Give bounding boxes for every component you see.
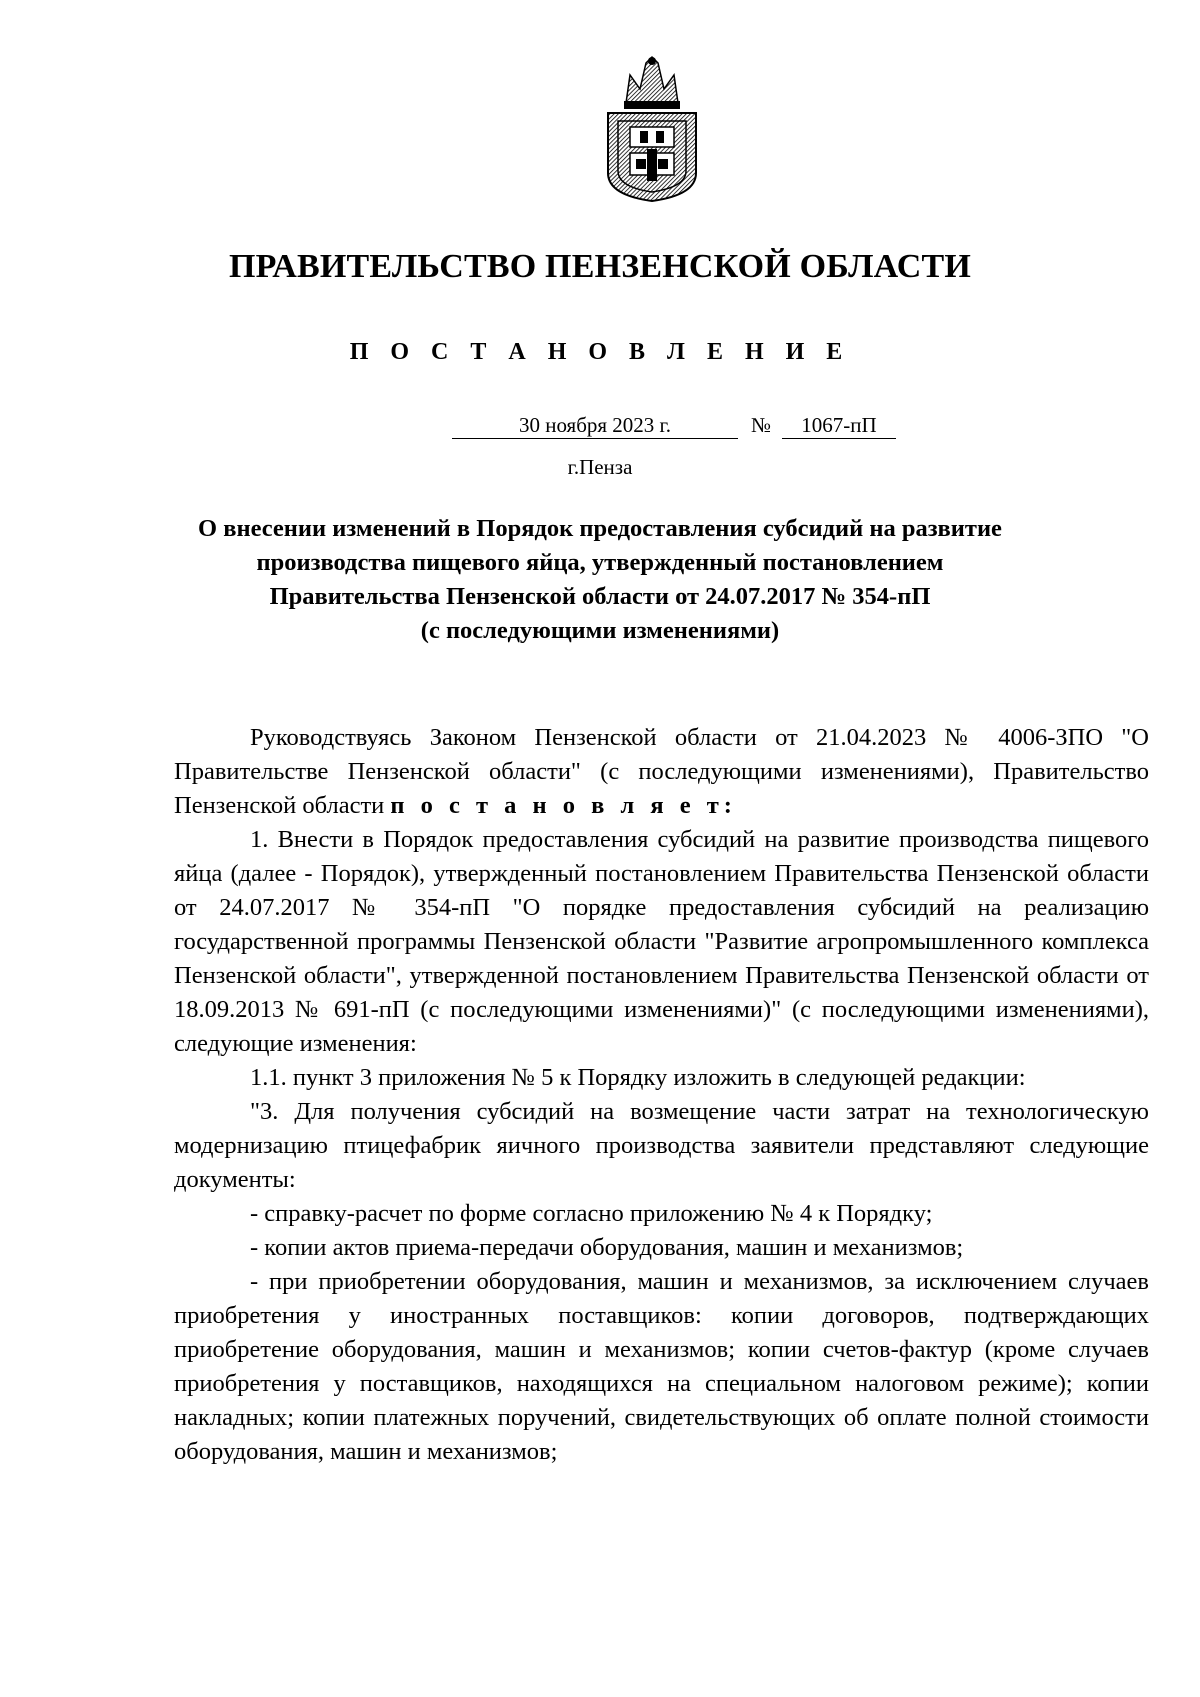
body-paragraph: - справку-расчет по форме согласно приложению № 4 к Порядку; [250,1200,933,1227]
preamble-paragraph [174,721,1149,823]
document-date: 30 ноября 2023 г. [452,412,738,439]
document-type: П О С Т А Н О В Л Е Н И Е [349,339,851,365]
subject-line: Правительства Пензенской области от 24.07.2017 № 354-пП [269,583,931,610]
document-number: 1067-пП [782,412,896,439]
document-city: г.Пенза [567,455,633,479]
body-paragraph: 1. Внести в Порядок предоставления субсидий на развитие производства пищевого яйца (далее - Порядок), утвержденный постановлением Правительства Пензенской области от 24.07.2017 № 354-пП "О порядке предоставления субсидий на реализацию государственной программы Пензенской области "Развитие агропромышленного комплекса Пензенской области", утвержденной постановлением Правительства Пензенской области от 18.09.2013 № 691-пП (с последующими изменениями)" (с последующими изменениями), следующие изменения: [174,826,1149,1057]
resolves-word: п о с т а н о в л я е т: [390,792,737,819]
subject-line: (с последующими изменениями) [420,617,780,644]
number-sign: № [750,413,772,437]
body-paragraph: - при приобретении оборудования, машин и механизмов, за исключением случаев приобретения у иностранных поставщиков: копии договоров, подтверждающих приобретение оборудования, машин и механизмов; копии счетов-фактур (кроме случаев приобретения у поставщиков, находящихся на специальном налоговом режиме); копии накладных; копии платежных поручений, свидетельствующих об оплате полной стоимости оборудования, машин и механизмов; [174,1268,1149,1465]
body-paragraph: 1.1. пункт 3 приложения № 5 к Порядку изложить в следующей редакции: [250,1064,1026,1091]
document-subject [150,512,1050,648]
body-paragraph: "3. Для получения субсидий на возмещение части затрат на технологическую модернизацию птицефабрик яичного производства заявители представляют следующие документы: [174,1098,1149,1193]
document-body [174,721,1149,1469]
subject-line: производства пищевого яйца, утвержденный постановлением [256,549,944,576]
preamble-text: Руководствуясь Законом Пензенской области от 21.04.2023 № 4006-ЗПО "О Правительстве Пензенской области" (с последующими изменениями), Правительство Пензенской области [174,724,1149,819]
organization-title: ПРАВИТЕЛЬСТВО ПЕНЗЕНСКОЙ ОБЛАСТИ [228,248,971,285]
body-paragraph: - копии актов приема-передачи оборудования, машин и механизмов; [250,1234,964,1261]
penza-coat-of-arms-icon [596,55,708,203]
subject-line: О внесении изменений в Порядок предоставления субсидий на развитие [198,515,1002,542]
